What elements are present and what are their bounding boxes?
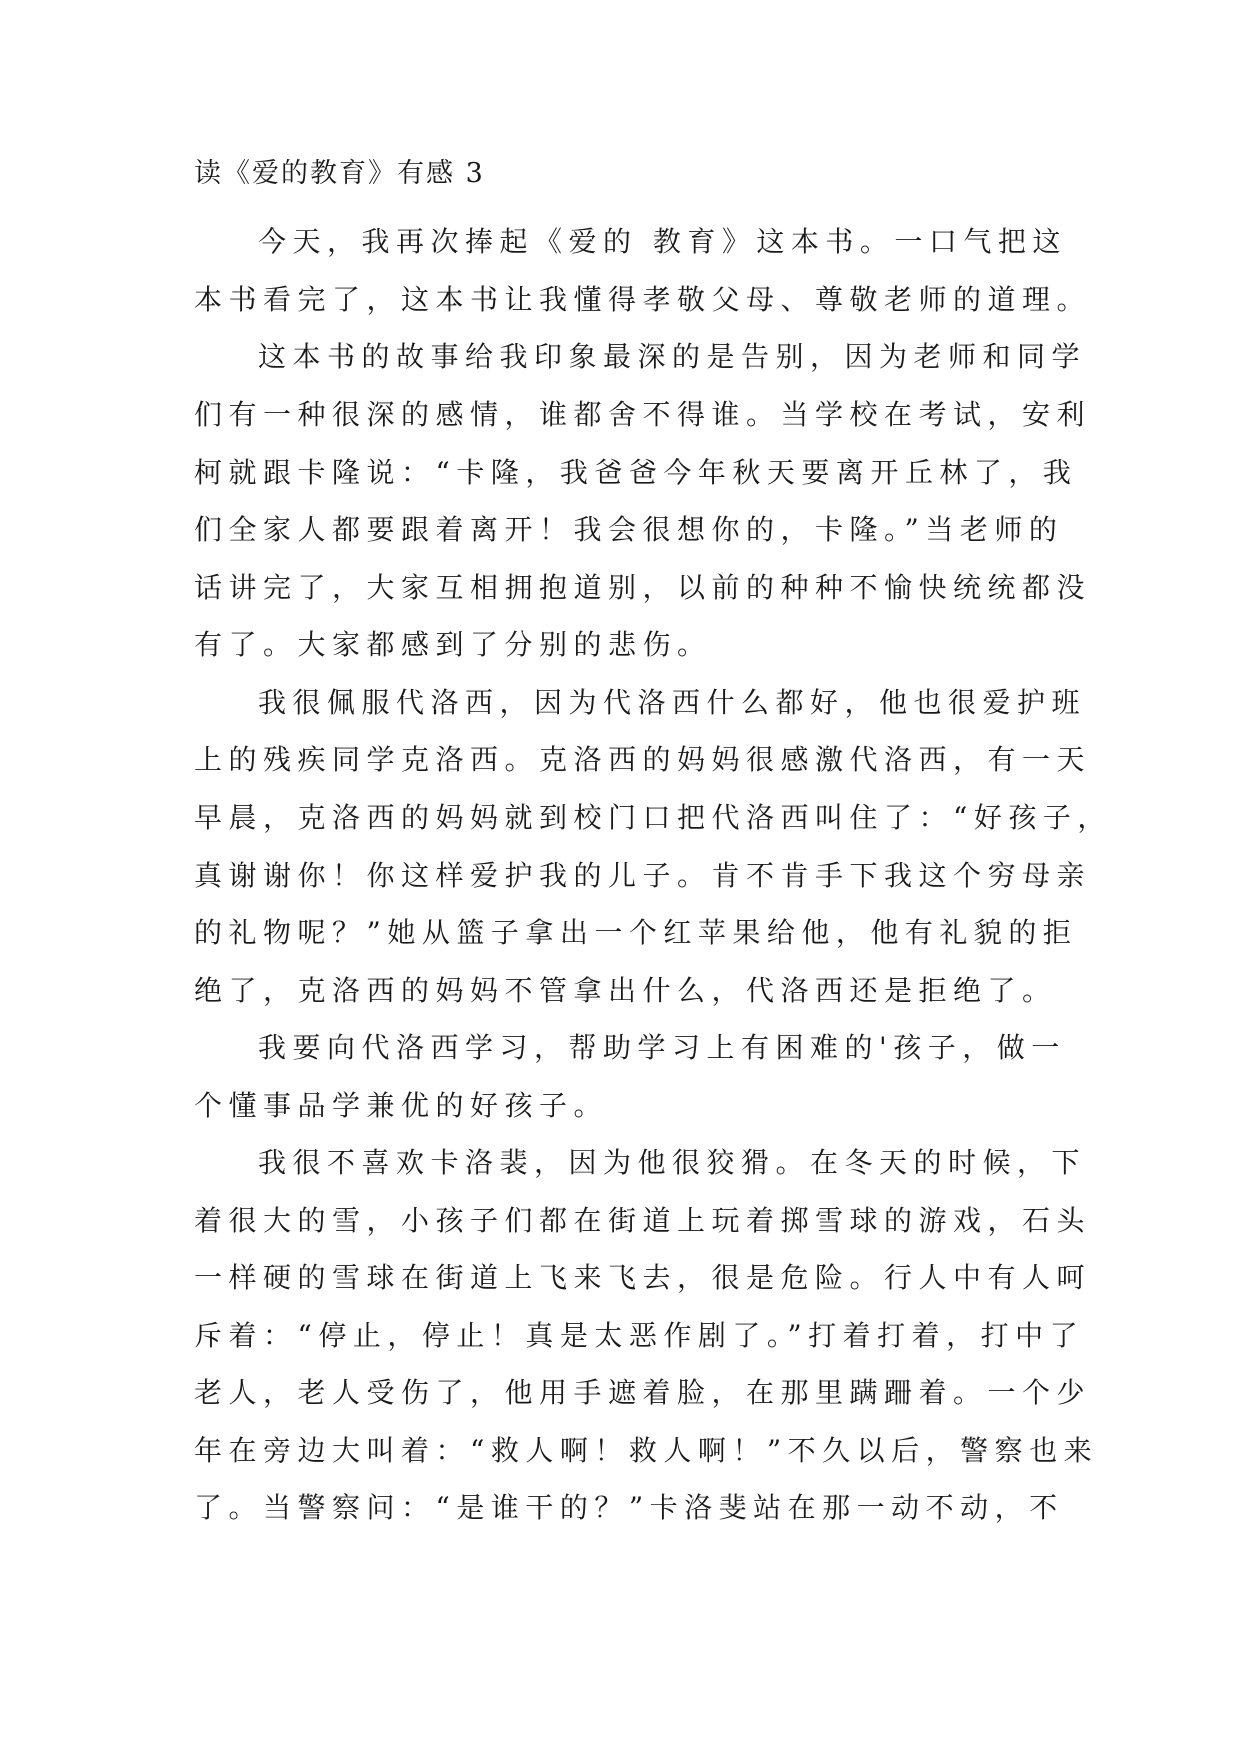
document-title: 读《爱的教育》有感 3 (194, 158, 485, 189)
text-line: 们全家人都要跟着离开！我会很想你的，卡隆。”当老师的 (194, 513, 1064, 546)
text-line: 我很佩服代洛西，因为代洛西什么都好，他也很爱护班 (258, 686, 1087, 719)
text-line: 一样硬的雪球在街道上飞来飞去，很是危险。行人中有人呵 (194, 1261, 1092, 1294)
text-line: 本书看完了，这本书让我懂得孝敬父母、尊敬老师的道理。 (194, 283, 1092, 316)
text-line: 今天，我再次捧起《爱的 教育》这本书。一口气把这 (258, 225, 1067, 258)
text-line: 上的残疾同学克洛西。克洛西的妈妈很感激代洛西，有一天 (194, 743, 1092, 776)
text-line: 这本书的故事给我印象最深的是告别，因为老师和同学 (258, 340, 1087, 373)
text-line: 的礼物呢？”她从篮子拿出一个红苹果给他，他有礼貌的拒 (194, 916, 1078, 949)
text-line: 绝了，克洛西的妈妈不管拿出什么，代洛西还是拒绝了。 (194, 974, 1057, 1007)
text-line: 柯就跟卡隆说：“卡隆，我爸爸今年秋天要离开丘林了，我 (194, 456, 1078, 489)
text-line: 真谢谢你！你这样爱护我的儿子。肯不肯手下我这个穷母亲 (194, 859, 1092, 892)
text-line: 了。当警察问：“是谁干的？”卡洛斐站在那一动不动，不 (194, 1491, 1064, 1524)
text-line: 老人，老人受伤了，他用手遮着脸，在那里蹒跚着。一个少 (194, 1376, 1092, 1409)
text-line: 有了。大家都感到了分别的悲伤。 (194, 628, 712, 661)
text-line: 我要向代洛西学习，帮助学习上有困难的'孩子，做一 (258, 1031, 1066, 1064)
text-line: 斥着：“停止，停止！真是太恶作剧了。”打着打着，打中了 (194, 1319, 1085, 1352)
text-line: 个懂事品学兼优的好孩子。 (194, 1089, 609, 1122)
text-line: 早晨，克洛西的妈妈就到校门口把代洛西叫住了：“好孩子， (194, 801, 1112, 834)
text-line: 着很大的雪，小孩子们都在街道上玩着掷雪球的游戏，石头 (194, 1204, 1092, 1237)
text-line: 话讲完了，大家互相拥抱道别，以前的种种不愉快统统都没 (194, 571, 1092, 604)
text-line: 年在旁边大叫着：“救人啊！救人啊！”不久以后，警察也来 (194, 1434, 1099, 1467)
text-line: 我很不喜欢卡洛裴，因为他很狡猾。在冬天的时候，下 (258, 1146, 1087, 1179)
text-line: 们有一种很深的感情，谁都舍不得谁。当学校在考试，安利 (194, 398, 1092, 431)
